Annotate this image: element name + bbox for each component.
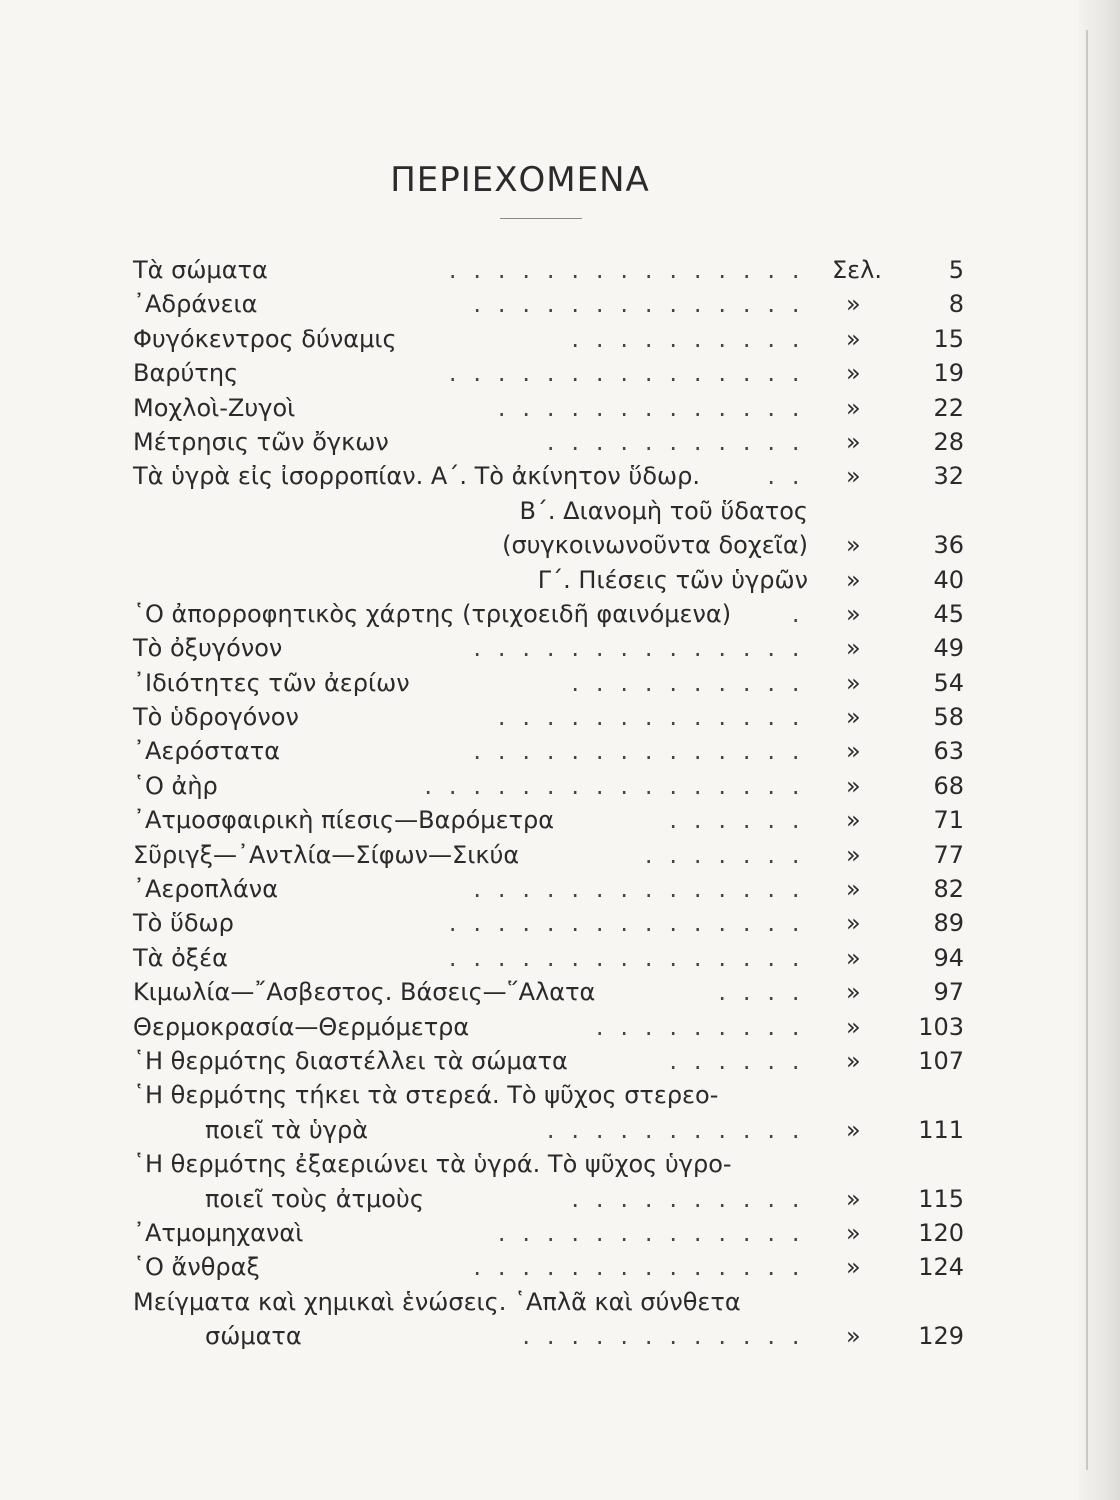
table-of-contents [0,253,1120,1354]
toc-entry-page: 129 [918,1322,964,1351]
toc-entry-title: Μείγματα καὶ χημικαὶ ἑνώσεις. ῾Απλᾶ καὶ σύνθετα [133,1287,741,1316]
toc-entry [0,1078,1120,1112]
toc-entry-marker: » [846,668,861,697]
toc-entry [0,666,1120,700]
toc-entry-page: 19 [933,359,964,388]
leader-dots: . . . . . . . . . . . . . . . [448,909,800,938]
toc-entry-marker: » [846,1046,861,1075]
leader-dots: . . . . . . . . . . . . . . [473,875,800,904]
toc-entry [0,838,1120,872]
toc-entry [0,1285,1120,1319]
toc-entry-title: Βαρύτης [133,359,239,388]
leader-dots: . . . . . . . . . [595,1012,800,1041]
toc-entry [0,425,1120,459]
toc-entry [0,631,1120,665]
toc-entry-title: Γ΄. Πιέσεις τῶν ὑγρῶν [537,565,808,594]
toc-entry [0,253,1120,287]
toc-entry-marker: » [846,324,861,353]
toc-entry-marker: » [846,359,861,388]
toc-entry [0,975,1120,1009]
toc-entry [0,356,1120,390]
leader-dots: . [791,599,800,628]
toc-entry [0,1250,1120,1284]
leader-dots: . . . . . . . . . . . . . . [473,737,800,766]
toc-entry-title: ῾Ο ἀπορροφητικὸς χάρτης (τριχοειδῆ φαινόμενα) [133,599,732,628]
toc-entry-title: ῾Η θερμότης τήκει τὰ στερεά. Τὸ ψῦχος στερεο- [133,1081,719,1110]
toc-entry-marker: » [846,806,861,835]
toc-entry [0,322,1120,356]
toc-entry-title: ᾿Ιδιότητες τῶν ἀερίων [133,668,410,697]
toc-entry-title: Θερμοκρασία—Θερμόμετρα [133,1012,470,1041]
leader-dots: . . [767,462,800,491]
leader-dots: . . . . . . . . . . [571,324,800,353]
toc-entry-page: 71 [933,806,964,835]
title-rule [500,218,582,219]
toc-entry-page: 77 [933,840,964,869]
toc-entry [0,700,1120,734]
toc-entry-marker: » [846,875,861,904]
toc-entry-page: 111 [918,1115,964,1144]
toc-entry-title: ᾿Αδράνεια [133,290,258,319]
toc-entry-title: Τὰ ὑγρὰ εἰς ἰσορροπίαν. Α΄. Τὸ ἀκίνητον ὕδωρ. [133,462,700,491]
leader-dots: . . . . . . . . . . . . . . [473,1253,800,1282]
toc-entry-page: 124 [918,1253,964,1282]
toc-entry-title: Σῦριγξ—᾿Αντλία—Σίφων—Σικύα [133,840,520,869]
toc-entry-page: 32 [933,462,964,491]
toc-entry [0,906,1120,940]
toc-entry-marker: » [846,290,861,319]
toc-entry-title: Τὸ ὀξυγόνον [133,634,283,663]
leader-dots: . . . . . . . [644,840,800,869]
toc-entry-title: ῾Ο ἄνθραξ [133,1253,260,1282]
toc-entry [0,494,1120,528]
toc-entry-page: 54 [933,668,964,697]
toc-entry-marker: » [846,462,861,491]
toc-entry-page: 63 [933,737,964,766]
leader-dots: . . . . . . . . . . . . . . . . [424,771,800,800]
toc-entry [0,1216,1120,1250]
toc-entry-title: ῾Ο ἀὴρ [133,771,218,800]
leader-dots: . . . . . . . . . . . . . [497,703,800,732]
toc-entry-page: 82 [933,875,964,904]
toc-entry [0,1182,1120,1216]
toc-entry-marker: » [846,1012,861,1041]
toc-entry [0,1044,1120,1078]
toc-entry [0,1319,1120,1353]
toc-entry-title: Τὰ σώματα [133,256,268,284]
toc-entry-title: Τὰ ὀξέα [133,943,228,972]
toc-entry-title: ποιεῖ τοὺς ἀτμοὺς [205,1184,424,1213]
toc-entry [0,1147,1120,1181]
toc-entry-marker: » [846,978,861,1007]
toc-entry [0,391,1120,425]
toc-entry-marker: » [846,531,861,560]
toc-entry-title: σώματα [205,1322,302,1351]
toc-entry-title: ποιεῖ τὰ ὑγρὰ [205,1115,369,1144]
leader-dots: . . . . . . [669,1046,800,1075]
toc-entry [0,1010,1120,1044]
toc-entry [0,597,1120,631]
page-title: ΠΕΡΙΕΧΟΜΕΝΑ [390,160,650,200]
toc-entry-title: Κιμωλία—῎Ασβεστος. Βάσεις—῞Αλατα [133,978,596,1007]
toc-entry [0,769,1120,803]
toc-entry-marker: » [846,1253,861,1282]
toc-entry-title: (συγκοινωνοῦντα δοχεῖα) [502,531,808,560]
leader-dots: . . . . . . . . . . . . . . [473,634,800,663]
toc-entry-title: Μέτρησις τῶν ὄγκων [133,427,389,456]
toc-entry-title: ᾿Αερόστατα [133,737,281,766]
toc-entry-page: 36 [933,531,964,560]
toc-entry-title: Τὸ ὑδρογόνον [133,703,299,732]
leader-dots: . . . . . . . . . . . . . . . [448,256,800,284]
toc-entry [0,1113,1120,1147]
toc-entry-marker: » [846,634,861,663]
toc-entry-marker: » [846,1322,861,1351]
toc-entry-title: Μοχλοὶ-Ζυγοὶ [133,393,296,422]
toc-entry [0,734,1120,768]
toc-entry-marker: » [846,943,861,972]
leader-dots: . . . . . . . . . . [571,668,800,697]
toc-entry-page: 115 [918,1184,964,1213]
leader-dots: . . . . . . . . . . . . . [497,393,800,422]
toc-entry [0,563,1120,597]
toc-entry-page: 97 [933,978,964,1007]
toc-entry [0,803,1120,837]
toc-entry-page: 15 [933,324,964,353]
leader-dots: . . . . . . . . . . . . . . [473,290,800,319]
toc-entry-marker: » [846,771,861,800]
toc-entry-title: Τὸ ὕδωρ [133,909,234,938]
toc-entry-marker: » [846,1184,861,1213]
toc-entry-title: Β΄. Διανομὴ τοῦ ὕδατος [519,496,808,525]
toc-entry-marker: » [846,1115,861,1144]
toc-entry-page: 103 [918,1012,964,1041]
toc-entry [0,459,1120,493]
toc-entry [0,941,1120,975]
leader-dots: . . . . . . [669,806,800,835]
toc-entry [0,528,1120,562]
toc-entry-page: 58 [933,703,964,732]
leader-dots: . . . . . . . . . . . . [522,1322,800,1351]
toc-entry-title: ᾿Ατμομηχαναὶ [133,1218,304,1247]
leader-dots: . . . . . . . . . . . . . . . [448,359,800,388]
toc-entry-page: 40 [933,565,964,594]
toc-entry-marker: » [846,737,861,766]
toc-entry-page: 22 [933,393,964,422]
toc-entry-title: ῾Η θερμότης διαστέλλει τὰ σώματα [133,1046,568,1075]
toc-entry-page: 94 [933,943,964,972]
toc-entry-page: 107 [918,1046,964,1075]
toc-entry-title: ᾿Αεροπλάνα [133,875,279,904]
toc-entry-marker: Σελ. [832,256,882,284]
toc-entry-page: 28 [933,427,964,456]
leader-dots: . . . . [718,978,800,1007]
toc-entry-marker: » [846,565,861,594]
leader-dots: . . . . . . . . . . . . . [497,1218,800,1247]
toc-entry-page: 5 [948,256,964,284]
toc-entry-marker: » [846,909,861,938]
toc-entry-marker: » [846,1218,861,1247]
leader-dots: . . . . . . . . . . [571,1184,800,1213]
toc-entry-title: ῾Η θερμότης ἐξαεριώνει τὰ ὑγρά. Τὸ ψῦχος ὑγρο- [133,1150,732,1179]
toc-entry-title: Φυγόκεντρος δύναμις [133,324,397,353]
leader-dots: . . . . . . . . . . . [546,1115,800,1144]
toc-entry [0,872,1120,906]
toc-entry-title: ᾿Ατμοσφαιρικὴ πίεσις—Βαρόμετρα [133,806,555,835]
toc-entry-marker: » [846,840,861,869]
toc-entry [0,287,1120,321]
toc-entry-page: 45 [933,599,964,628]
toc-entry-page: 120 [918,1218,964,1247]
leader-dots: . . . . . . . . . . . . . . . [448,943,800,972]
leader-dots: . . . . . . . . . . . [546,427,800,456]
toc-entry-marker: » [846,703,861,732]
toc-entry-page: 68 [933,771,964,800]
toc-entry-page: 89 [933,909,964,938]
toc-entry-marker: » [846,599,861,628]
toc-entry-page: 8 [948,290,964,319]
toc-entry-marker: » [846,393,861,422]
toc-entry-page: 49 [933,634,964,663]
toc-entry-marker: » [846,427,861,456]
